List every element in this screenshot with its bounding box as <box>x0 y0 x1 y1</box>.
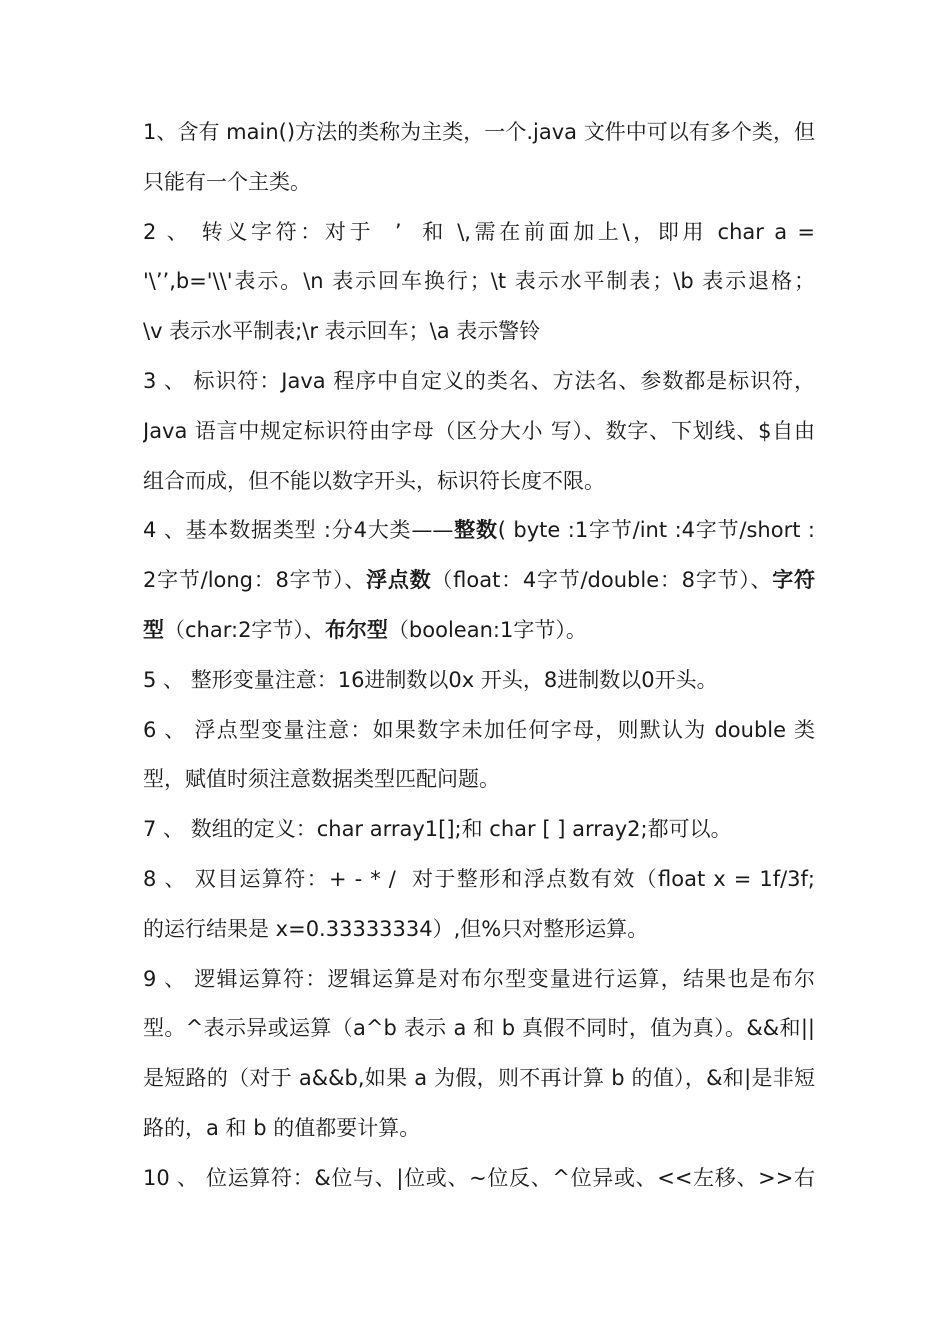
item-1-line-2: 只能有一个主类。 <box>143 169 311 194</box>
document-body <box>143 108 815 1204</box>
item-4-bold-boolean: 布尔型 <box>324 617 388 642</box>
item-4-bold-char-end: 型 <box>143 617 164 642</box>
item-7-line-1: 7 、 数组的定义：char array1[];和 char [ ] array2;都可以。 <box>143 817 732 842</box>
item-4-line-3 <box>143 606 815 656</box>
item-9-line-4: 路的，a 和 b 的值都要计算。 <box>143 1115 421 1140</box>
item-4-line-1 <box>143 506 815 556</box>
item-8-line-2: 的运行结果是 x=0.33333334）,但%只对整形运算。 <box>143 916 649 941</box>
item-4-line-2 <box>143 556 815 606</box>
item-9-line-1: 9 、 逻辑运算符：逻辑运算是对布尔型变量进行运算，结果也是布尔 <box>143 966 815 991</box>
item-8-line-1: 8 、 双目运算符：+ - * / 对于整形和浮点数有效（float x = 1f/3f; <box>143 866 815 891</box>
item-5-line-1: 5 、 整形变量注意：16进制数以0x 开头，8进制数以0开头。 <box>143 667 718 692</box>
item-6-line-1: 6 、 浮点型变量注意：如果数字未加任何字母，则默认为 double 类 <box>143 717 815 742</box>
item-4-text: 4 、基本数据类型 :分4大类—— <box>143 518 454 543</box>
item-4-text: 2字节/long：8字节）、 <box>143 568 367 593</box>
item-4-text: （boolean:1字节）。 <box>387 617 587 642</box>
item-4-bold-integer: 整数 <box>453 518 498 543</box>
item-4-text: （float：4字节/double：8字节）、 <box>431 568 773 593</box>
item-4-text: （char:2字节）、 <box>164 617 325 642</box>
item-10-line-1: 10 、 位运算符：&位与、|位或、~位反、^位异或、<<左移、>>右 <box>143 1165 815 1190</box>
item-2-line-1: 2 、 转义字符：对于 ’ 和 \,需在前面加上\，即用 char a = <box>143 219 815 244</box>
item-9-line-2: 型。^表示异或运算（a^b 表示 a 和 b 真假不同时，值为真）。&&和|| <box>143 1016 815 1041</box>
item-1-line-1: 1、含有 main()方法的类称为主类，一个.java 文件中可以有多个类，但 <box>143 120 815 144</box>
item-3-line-3: 组合而成，但不能以数字开头，标识符长度不限。 <box>143 468 605 493</box>
item-4-bold-float: 浮点数 <box>366 568 432 593</box>
item-6-line-2: 型，赋值时须注意数据类型匹配问题。 <box>143 767 500 792</box>
item-4-text: ( byte :1字节/int :4字节/short : <box>497 518 815 543</box>
item-4-bold-char: 字符 <box>772 568 815 593</box>
item-2-line-3: \v 表示水平制表;\r 表示回车；\a 表示警铃 <box>143 319 541 344</box>
item-9-line-3: 是短路的（对于 a&&b,如果 a 为假，则不再计算 b 的值），&和|是非短 <box>143 1066 815 1091</box>
item-3-line-2: Java 语言中规定标识符由字母（区分大小 写）、数字、下划线、$自由 <box>143 418 815 443</box>
item-2-line-2: '\’’,b='\\'表示。\n 表示回车换行；\t 表示水平制表；\b 表示退格； <box>143 269 815 294</box>
item-3-line-1: 3 、 标识符：Java 程序中自定义的类名、方法名、参数都是标识符， <box>143 368 815 393</box>
